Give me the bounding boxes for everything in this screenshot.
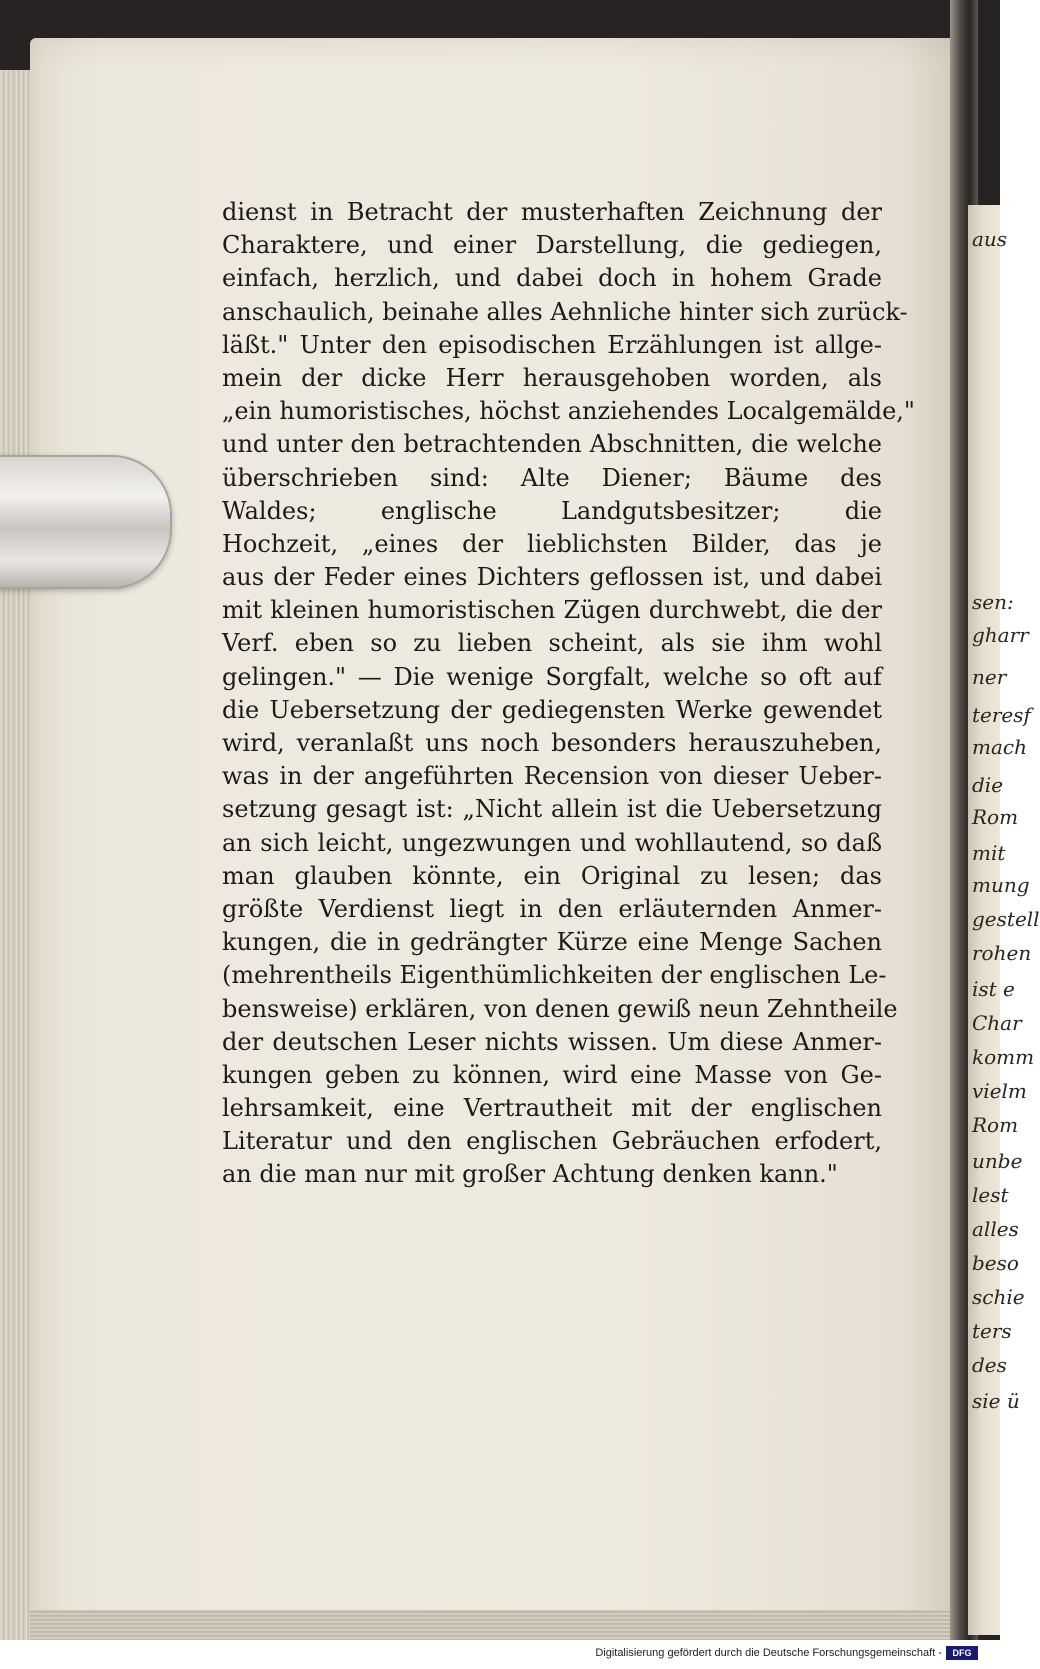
facing-word: ist e xyxy=(972,977,1015,1001)
facing-word: des xyxy=(972,1353,1007,1377)
text-line: wird, veranlaßt uns noch besonders herauszuheben, xyxy=(222,729,882,757)
text-line: man glauben könnte, ein Original zu lesen; das xyxy=(222,861,882,890)
facing-word: beso xyxy=(972,1251,1019,1275)
facing-word: Rom xyxy=(972,1113,1019,1137)
text-line: Literatur und den englischen Gebräuchen erfodert, xyxy=(222,1127,882,1156)
text-line: einfach, herzlich, und dabei doch in hohem Grade xyxy=(222,264,882,293)
facing-word: ner xyxy=(972,665,1007,689)
facing-word: gharr xyxy=(972,623,1029,647)
facing-word: ters xyxy=(972,1319,1012,1343)
facing-word: vielm xyxy=(972,1079,1027,1103)
facing-word: rohen xyxy=(972,941,1032,965)
facing-word: alles xyxy=(972,1217,1019,1241)
facing-word: sen: xyxy=(972,590,1014,614)
text-line: lehrsamkeit, eine Vertrautheit mit der englischen xyxy=(222,1094,882,1123)
facing-word: unbe xyxy=(972,1149,1023,1173)
page-clip xyxy=(0,455,172,589)
funding-credit: Digitalisierung gefördert durch die Deutsche Forschungsgemeinschaft - xyxy=(595,1647,942,1659)
facing-word: aus xyxy=(972,227,1008,251)
facing-word: komm xyxy=(972,1045,1035,1069)
facing-page-strip xyxy=(968,205,1040,1635)
text-line: läßt." Unter den episodischen Erzählungen ist allge- xyxy=(222,330,882,359)
text-line: setzung gesagt ist: „Nicht allein ist die Uebersetzung xyxy=(222,795,882,824)
text-line: gelingen." — Die wenige Sorgfalt, welche so oft auf xyxy=(222,662,882,691)
text-line: Charaktere, und einer Darstellung, die gediegen, xyxy=(222,231,882,260)
text-line: kungen, die in gedrängter Kürze eine Menge Sachen xyxy=(222,928,882,957)
facing-word: Rom xyxy=(972,805,1019,829)
text-line: aus der Feder eines Dichters geflossen ist, und dabei xyxy=(222,563,882,592)
text-line: der deutschen Leser nichts wissen. Um diese Anmer- xyxy=(222,1027,882,1056)
facing-word: sie ü xyxy=(972,1389,1020,1413)
text-line: anschaulich, beinahe alles Aehnliche hinter sich zurück- xyxy=(222,297,908,326)
page-bottom-edge xyxy=(30,1610,960,1640)
facing-word: gestell xyxy=(972,907,1040,931)
text-line: Hochzeit, „eines der lieblichsten Bilder, das je xyxy=(222,529,882,558)
text-line: dienst in Betracht der musterhaften Zeichnung der xyxy=(222,198,882,226)
facing-word: teresf xyxy=(972,703,1031,727)
text-line: größte Verdienst liegt in den erläuternden Anmer- xyxy=(222,894,882,923)
page-text-block xyxy=(222,196,915,1192)
facing-word: mit xyxy=(972,841,1006,865)
facing-word: mach xyxy=(972,735,1027,759)
text-line: an die man nur mit großer Achtung denken kann." xyxy=(222,1160,838,1189)
text-line: kungen geben zu können, wird eine Masse von Ge- xyxy=(222,1060,882,1089)
text-line: Waldes; englische Landgutsbesitzer; die xyxy=(222,496,882,525)
facing-word: schie xyxy=(972,1285,1025,1309)
text-line: (mehrentheils Eigenthümlichkeiten der englischen Le- xyxy=(222,961,887,990)
text-line: und unter den betrachtenden Abschnitten, die welche xyxy=(222,430,882,459)
facing-word: Char xyxy=(972,1011,1022,1035)
text-line: die Uebersetzung der gediegensten Werke gewendet xyxy=(222,695,882,724)
facing-word: lest xyxy=(972,1183,1009,1207)
text-line: mein der dicke Herr herausgehoben worden, als xyxy=(222,363,882,392)
dfg-logo: DFG xyxy=(946,1646,978,1660)
text-line: überschrieben sind: Alte Diener; Bäume des xyxy=(222,463,882,492)
facing-word: die xyxy=(972,773,1004,797)
text-line: „ein humoristisches, höchst anziehendes Localgemälde," xyxy=(222,397,915,426)
footer-bar xyxy=(0,1640,1000,1669)
facing-word: mung xyxy=(972,873,1030,897)
text-line: bensweise) erklären, von denen gewiß neun Zehntheile xyxy=(222,994,898,1023)
text-line: was in der angeführten Recension von dieser Ueber- xyxy=(222,762,882,791)
text-line: mit kleinen humoristischen Zügen durchwebt, die der xyxy=(222,596,882,625)
text-line: Verf. eben so zu lieben scheint, als sie ihm wohl xyxy=(222,629,882,658)
text-line: an sich leicht, ungezwungen und wohllautend, so daß xyxy=(222,828,882,857)
